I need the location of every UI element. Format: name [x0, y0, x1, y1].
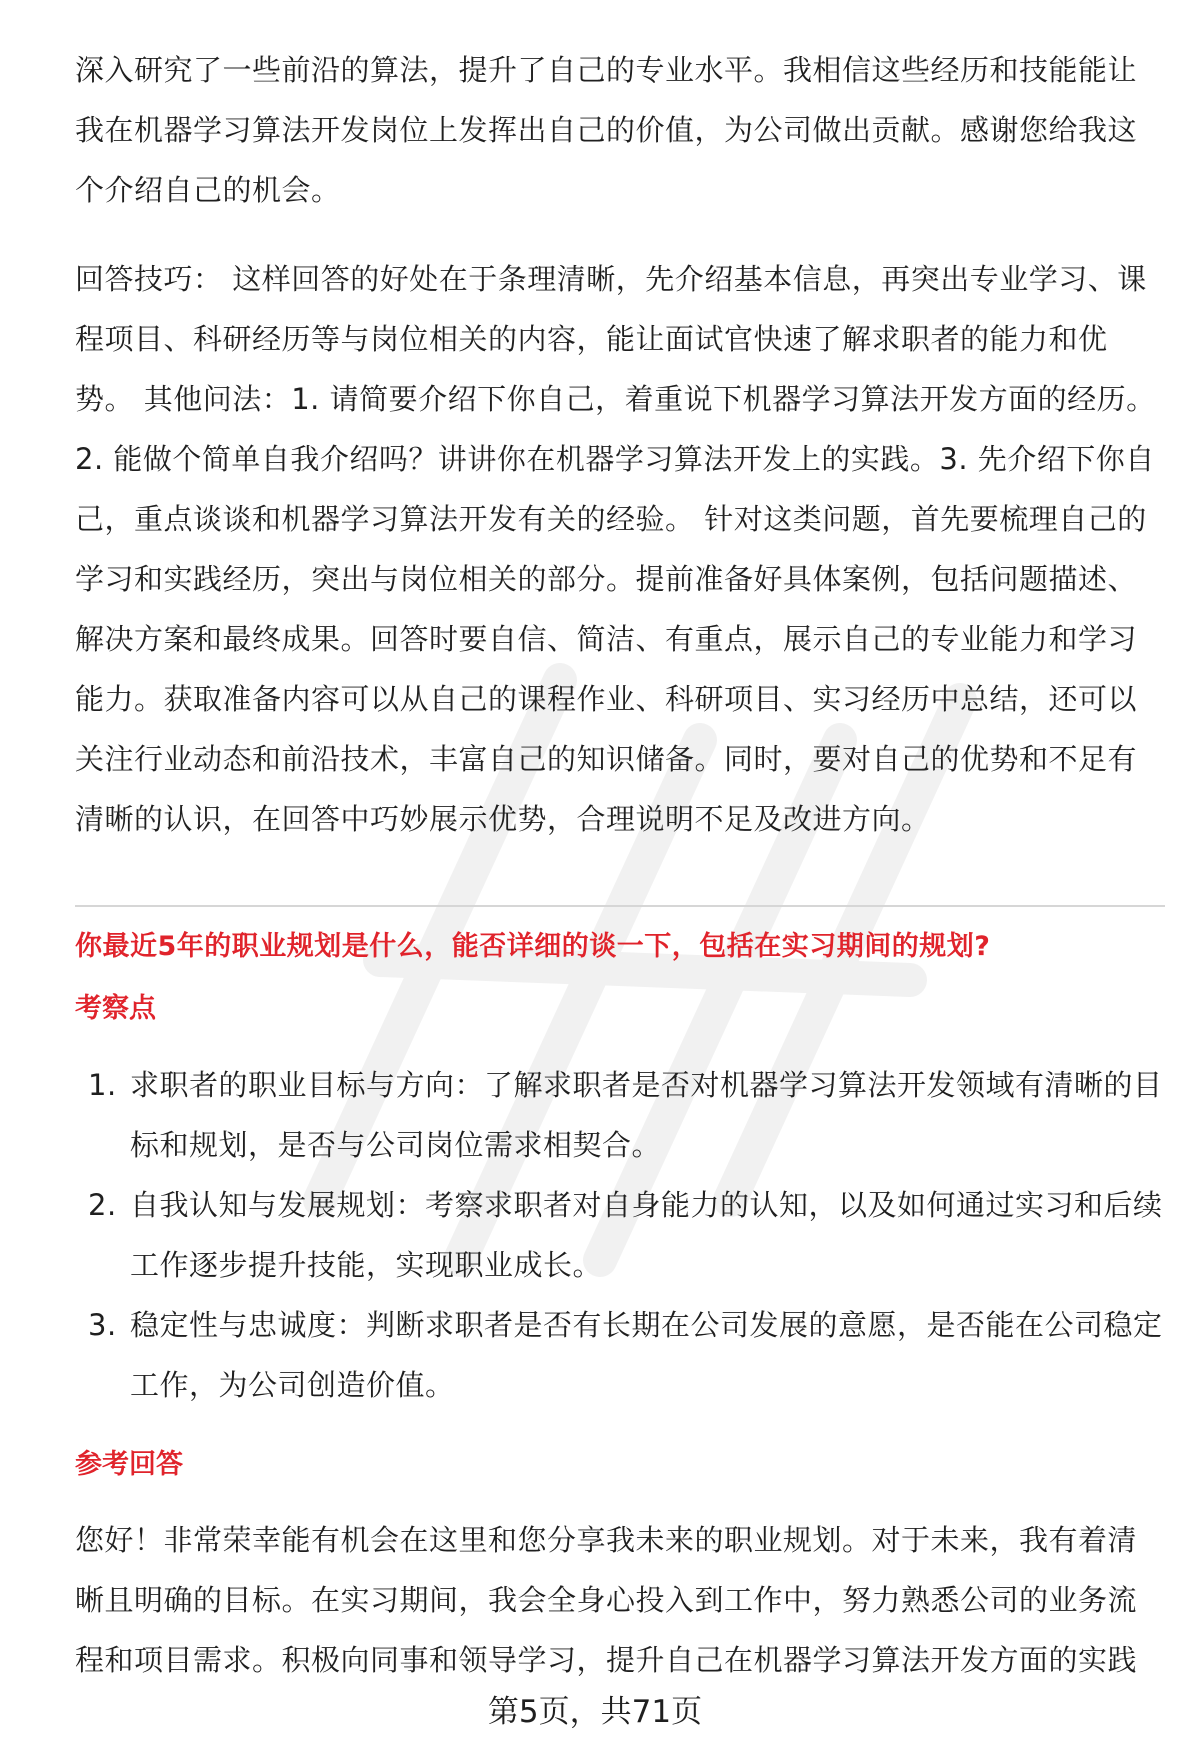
tips-paragraph: 回答技巧： 这样回答的好处在于条理清晰，先介绍基本信息，再突出专业学习、课程项目、科研经历等与岗位相关的内容，能让面试官快速了解求职者的能力和优势。 其他问法：1. 请简要介绍下你自己，着重说下机器学习算法开发方面的经历。2. 能做个简单自我介绍吗？讲讲你在机器学习算法开发上的实践。3. 先介绍下你自己，重点谈谈和机器学习算法开发有关的经验。 针对这类问题，首先要梳理自己的学习和实践经历，突出与岗位相关的部分。提前准备好具体案例，包括问题描述、解决方案和最终成果。回答时要自信、简洁、有重点，展示自己的专业能力和学习能力。获取准备内容可以从自己的课程作业、科研项目、实习经历中总结，还可以关注行业动态和前沿技术，丰富自己的知识储备。同时，要对自己的优势和不足有清晰的认识，在回答中巧妙展示优势，合理说明不足及改进方向。 [75, 262, 1156, 836]
list-item-text: 稳定性与忠诚度：判断求职者是否有长期在公司发展的意愿，是否能在公司稳定工作，为公司创造价值。 [130, 1308, 1163, 1402]
list-item [75, 1055, 1165, 1175]
intro-paragraph: 深入研究了一些前沿的算法，提升了自己的专业水平。我相信这些经历和技能能让我在机器学习算法开发岗位上发挥出自己的价值，为公司做出贡献。感谢您给我这个介绍自己的机会。 [75, 53, 1138, 207]
list-item-number: 1. [88, 1068, 117, 1102]
answer-paragraph: 您好！非常荣幸能有机会在这里和您分享我未来的职业规划。对于未来，我有着清晰且明确的目标。在实习期间，我会全身心投入到工作中，努力熟悉公司的业务流程和项目需求。积极向同事和领导学习，提升自己在机器学习算法开发方面的实践 [75, 1523, 1138, 1677]
list-item [75, 1295, 1165, 1415]
answer-block [75, 1510, 1165, 1690]
list-item-number: 3. [88, 1308, 117, 1342]
list-item [75, 1175, 1165, 1295]
section-divider [75, 905, 1165, 907]
page-footer: 第5页，共71页 [487, 1694, 703, 1730]
question-heading: 你最近5年的职业规划是什么，能否详细的谈一下，包括在实习期间的规划? [75, 931, 991, 962]
top-text-block [75, 40, 1165, 849]
answer-heading: 参考回答 [75, 1449, 183, 1480]
list-item-number: 2. [88, 1188, 117, 1222]
list-item-text: 自我认知与发展规划：考察求职者对自身能力的认知，以及如何通过实习和后续工作逐步提升技能，实现职业成长。 [130, 1188, 1163, 1282]
points-list [75, 1055, 1165, 1415]
list-item-text: 求职者的职业目标与方向：了解求职者是否对机器学习算法开发领域有清晰的目标和规划，是否与公司岗位需求相契合。 [130, 1068, 1163, 1162]
points-heading: 考察点 [75, 993, 156, 1024]
